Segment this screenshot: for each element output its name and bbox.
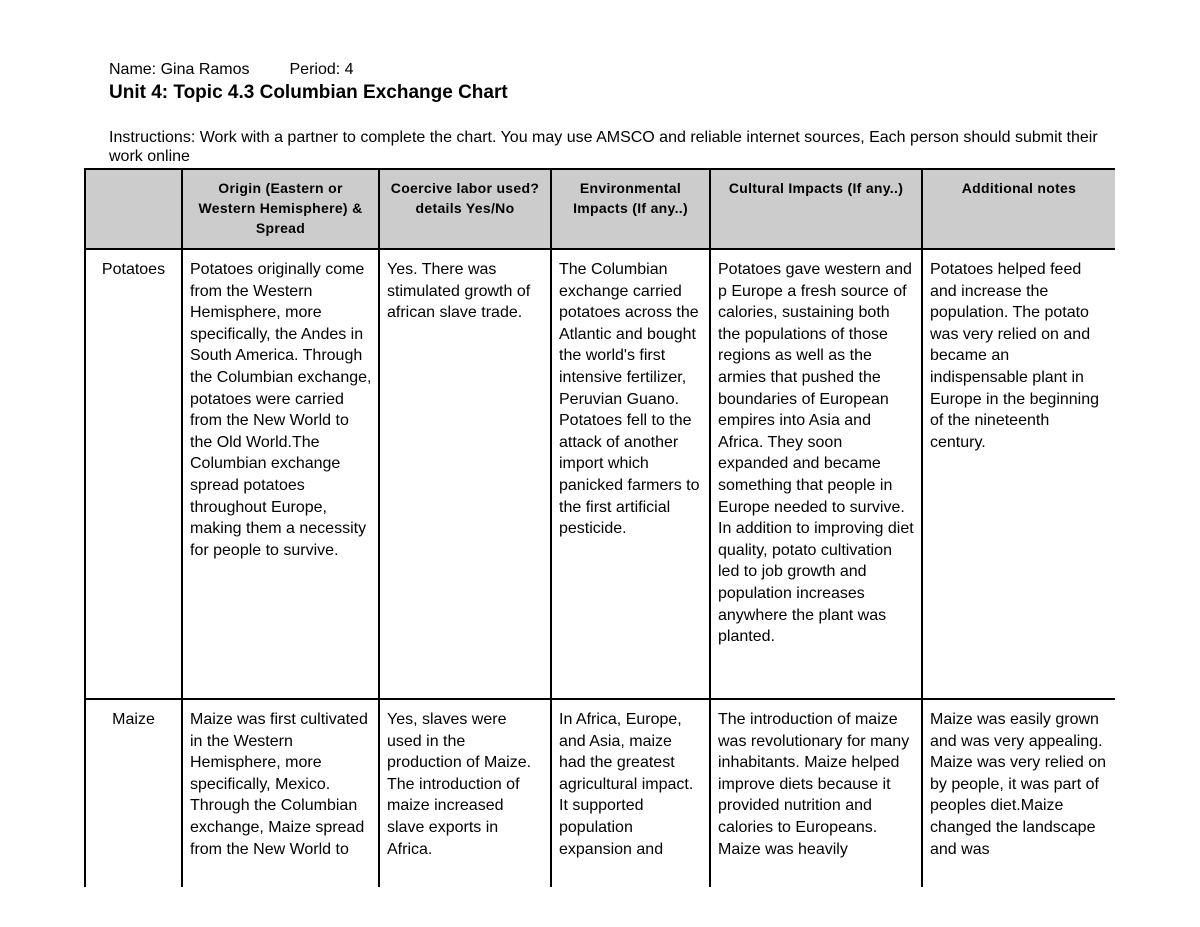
cell-cultural: Potatoes gave western and p Europe a fresh source of calories, sustaining both the populations of those regions as well as the armies that pushed the boundaries of European empires into Asia and Africa. They soon expanded and became something that people in Europe needed to survive. In addition to improving diet quality, potato cultivation led to job growth and population increases anywhere the plant was planted. <box>710 249 922 699</box>
cell-origin: Maize was first cultivated in the Western Hemisphere, more specifically, Mexico. Through the Columbian exchange, Maize spread from the New World to <box>182 699 379 887</box>
cell-cultural: The introduction of maize was revolutionary for many inhabitants. Maize helped improve diets because it provided nutrition and calories to Europeans. Maize was heavily <box>710 699 922 887</box>
header-origin: Origin (Eastern or Western Hemisphere) & Spread <box>182 169 379 249</box>
instructions-text: Instructions: Work with a partner to complete the chart. You may use AMSCO and reliable internet sources, Each person should submit their work online <box>109 129 1098 165</box>
header-coercive-labor: Coercive labor used? details Yes/No <box>379 169 551 249</box>
cell-environmental: The Columbian exchange carried potatoes across the Atlantic and bought the world's first intensive fertilizer, Peruvian Guano. Potatoes fell to the attack of another import which panicked farmers to the first artificial pesticide. <box>551 249 710 699</box>
class-period: Period: 4 <box>289 61 354 78</box>
table-header-row <box>85 169 1115 249</box>
exchange-chart-container <box>84 168 1115 887</box>
cell-origin: Potatoes originally come from the Western Hemisphere, more specifically, the Andes in South America. Through the Columbian exchange, potatoes were carried from the New World to the Old World.The Columbian exchange spread potatoes throughout Europe, making them a necessity for people to survive. <box>182 249 379 699</box>
header-environmental-impacts: Environmental Impacts (If any..) <box>551 169 710 249</box>
header-additional-notes: Additional notes <box>922 169 1115 249</box>
cell-coercive-labor: Yes, slaves were used in the production of Maize. The introduction of maize increased slave exports in Africa. <box>379 699 551 887</box>
cell-notes: Maize was easily grown and was very appealing. Maize was very relied on by people, it was part of peoples diet.Maize changed the landscape and was <box>922 699 1115 887</box>
cell-environmental: In Africa, Europe, and Asia, maize had the greatest agricultural impact. It supported population expansion and <box>551 699 710 887</box>
table-row <box>85 249 1115 699</box>
cell-coercive-labor: Yes. There was stimulated growth of african slave trade. <box>379 249 551 699</box>
header-cultural-impacts: Cultural Impacts (If any..) <box>710 169 922 249</box>
row-label-potatoes: Potatoes <box>85 249 182 699</box>
student-name: Name: Gina Ramos <box>109 61 250 78</box>
page-title: Unit 4: Topic 4.3 Columbian Exchange Chart <box>109 82 508 103</box>
columbian-exchange-table <box>84 168 1115 887</box>
table-row <box>85 699 1115 887</box>
row-label-maize: Maize <box>85 699 182 887</box>
name-period-line <box>109 60 354 79</box>
header-blank-cell <box>85 169 182 249</box>
cell-notes: Potatoes helped feed and increase the population. The potato was very relied on and became an indispensable plant in Europe in the beginning of the nineteenth century. <box>922 249 1115 699</box>
